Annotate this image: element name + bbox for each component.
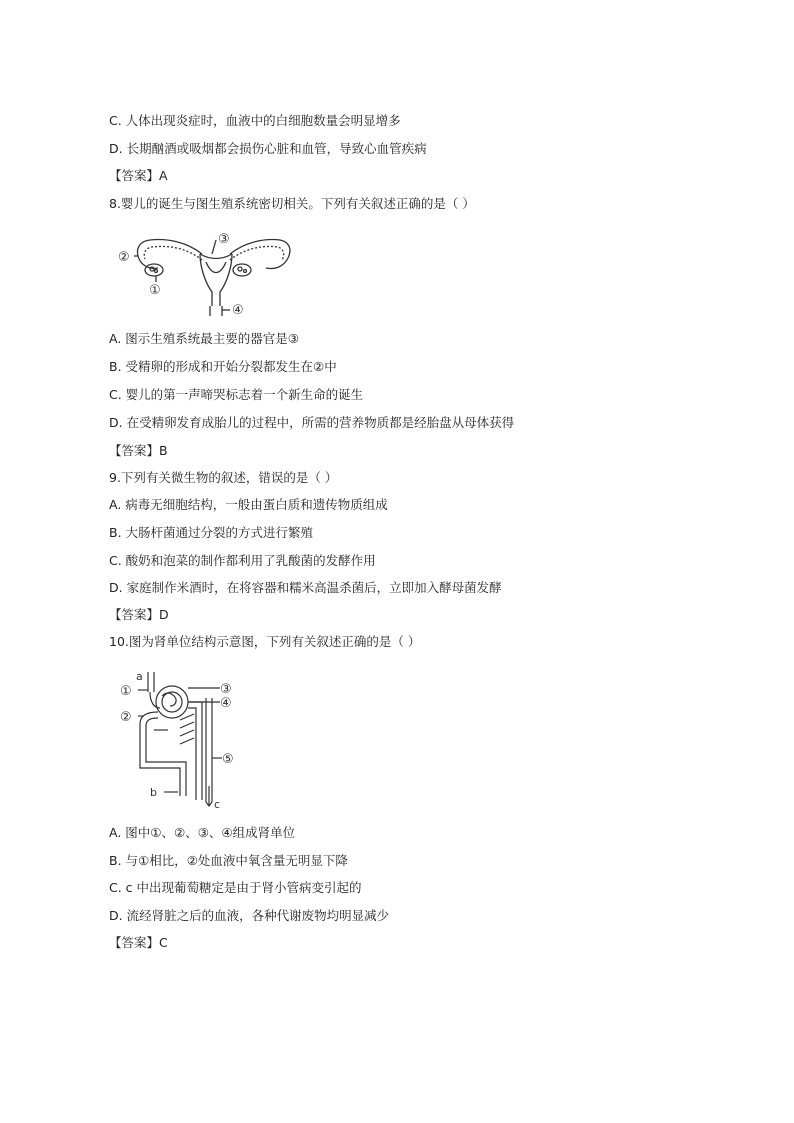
q10-figure-label-5: ⑤: [222, 752, 234, 767]
q7-option-d: D. 长期酗酒或吸烟都会损伤心脏和血管，导致心血管疾病: [109, 141, 427, 156]
q8-option-a: A. 图示生殖系统最主要的器官是③: [109, 331, 299, 346]
q7-answer: 【答案】A: [109, 168, 168, 183]
q7-option-c: C. 人体出现炎症时，血液中的白细胞数量会明显增多: [109, 113, 401, 128]
q8-option-b: B. 受精卵的形成和开始分裂都发生在②中: [109, 359, 337, 374]
q10-figure-label-a: a: [136, 670, 143, 683]
q9-option-b: B. 大肠杆菌通过分裂的方式进行繁殖: [109, 525, 314, 540]
nephron-figure: [114, 668, 244, 810]
q8-option-d: D. 在受精卵发育成胎儿的过程中，所需的营养物质都是经胎盘从母体获得: [109, 415, 515, 430]
q10-stem: 10.图为肾单位结构示意图，下列有关叙述正确的是（ ）: [109, 634, 421, 649]
female-reproductive-system-figure: [112, 228, 292, 318]
q8-figure-label-1: ①: [149, 283, 161, 298]
q8-figure-label-2: ②: [118, 250, 130, 265]
q10-answer: 【答案】C: [109, 935, 168, 950]
q8-figure-label-3: ③: [218, 232, 230, 247]
q9-option-a: A. 病毒无细胞结构，一般由蛋白质和遗传物质组成: [109, 497, 388, 512]
q9-answer: 【答案】D: [109, 607, 169, 622]
q10-figure-label-b: b: [150, 786, 157, 799]
q10-figure-label-4: ④: [220, 696, 232, 711]
q8-figure-label-4: ④: [232, 303, 244, 318]
q9-option-c: C. 酸奶和泡菜的制作都利用了乳酸菌的发酵作用: [109, 553, 376, 568]
q8-stem: 8.婴儿的诞生与图生殖系统密切相关。下列有关叙述正确的是（ ）: [109, 196, 475, 211]
q10-figure-label-1: ①: [120, 684, 132, 699]
q9-option-d: D. 家庭制作米酒时，在将容器和糯米高温杀菌后，立即加入酵母菌发酵: [109, 580, 502, 595]
q10-figure-label-2: ②: [120, 710, 132, 725]
q10-option-b: B. 与①相比，②处血液中氧含量无明显下降: [109, 853, 348, 868]
q10-option-a: A. 图中①、②、③、④组成肾单位: [109, 825, 296, 840]
q10-option-d: D. 流经肾脏之后的血液，各种代谢废物均明显减少: [109, 908, 390, 923]
q10-figure-label-3: ③: [220, 682, 232, 697]
q10-option-c: C. c 中出现葡萄糖定是由于肾小管病变引起的: [109, 880, 362, 895]
q8-answer: 【答案】B: [109, 443, 168, 458]
q10-figure-label-c: c: [214, 798, 221, 810]
nephron-diagram: [114, 668, 244, 810]
q8-option-c: C. 婴儿的第一声啼哭标志着一个新生命的诞生: [109, 387, 364, 402]
q9-stem: 9.下列有关微生物的叙述，错误的是（ ）: [109, 470, 338, 485]
female-reproductive-system-diagram: [112, 228, 292, 318]
